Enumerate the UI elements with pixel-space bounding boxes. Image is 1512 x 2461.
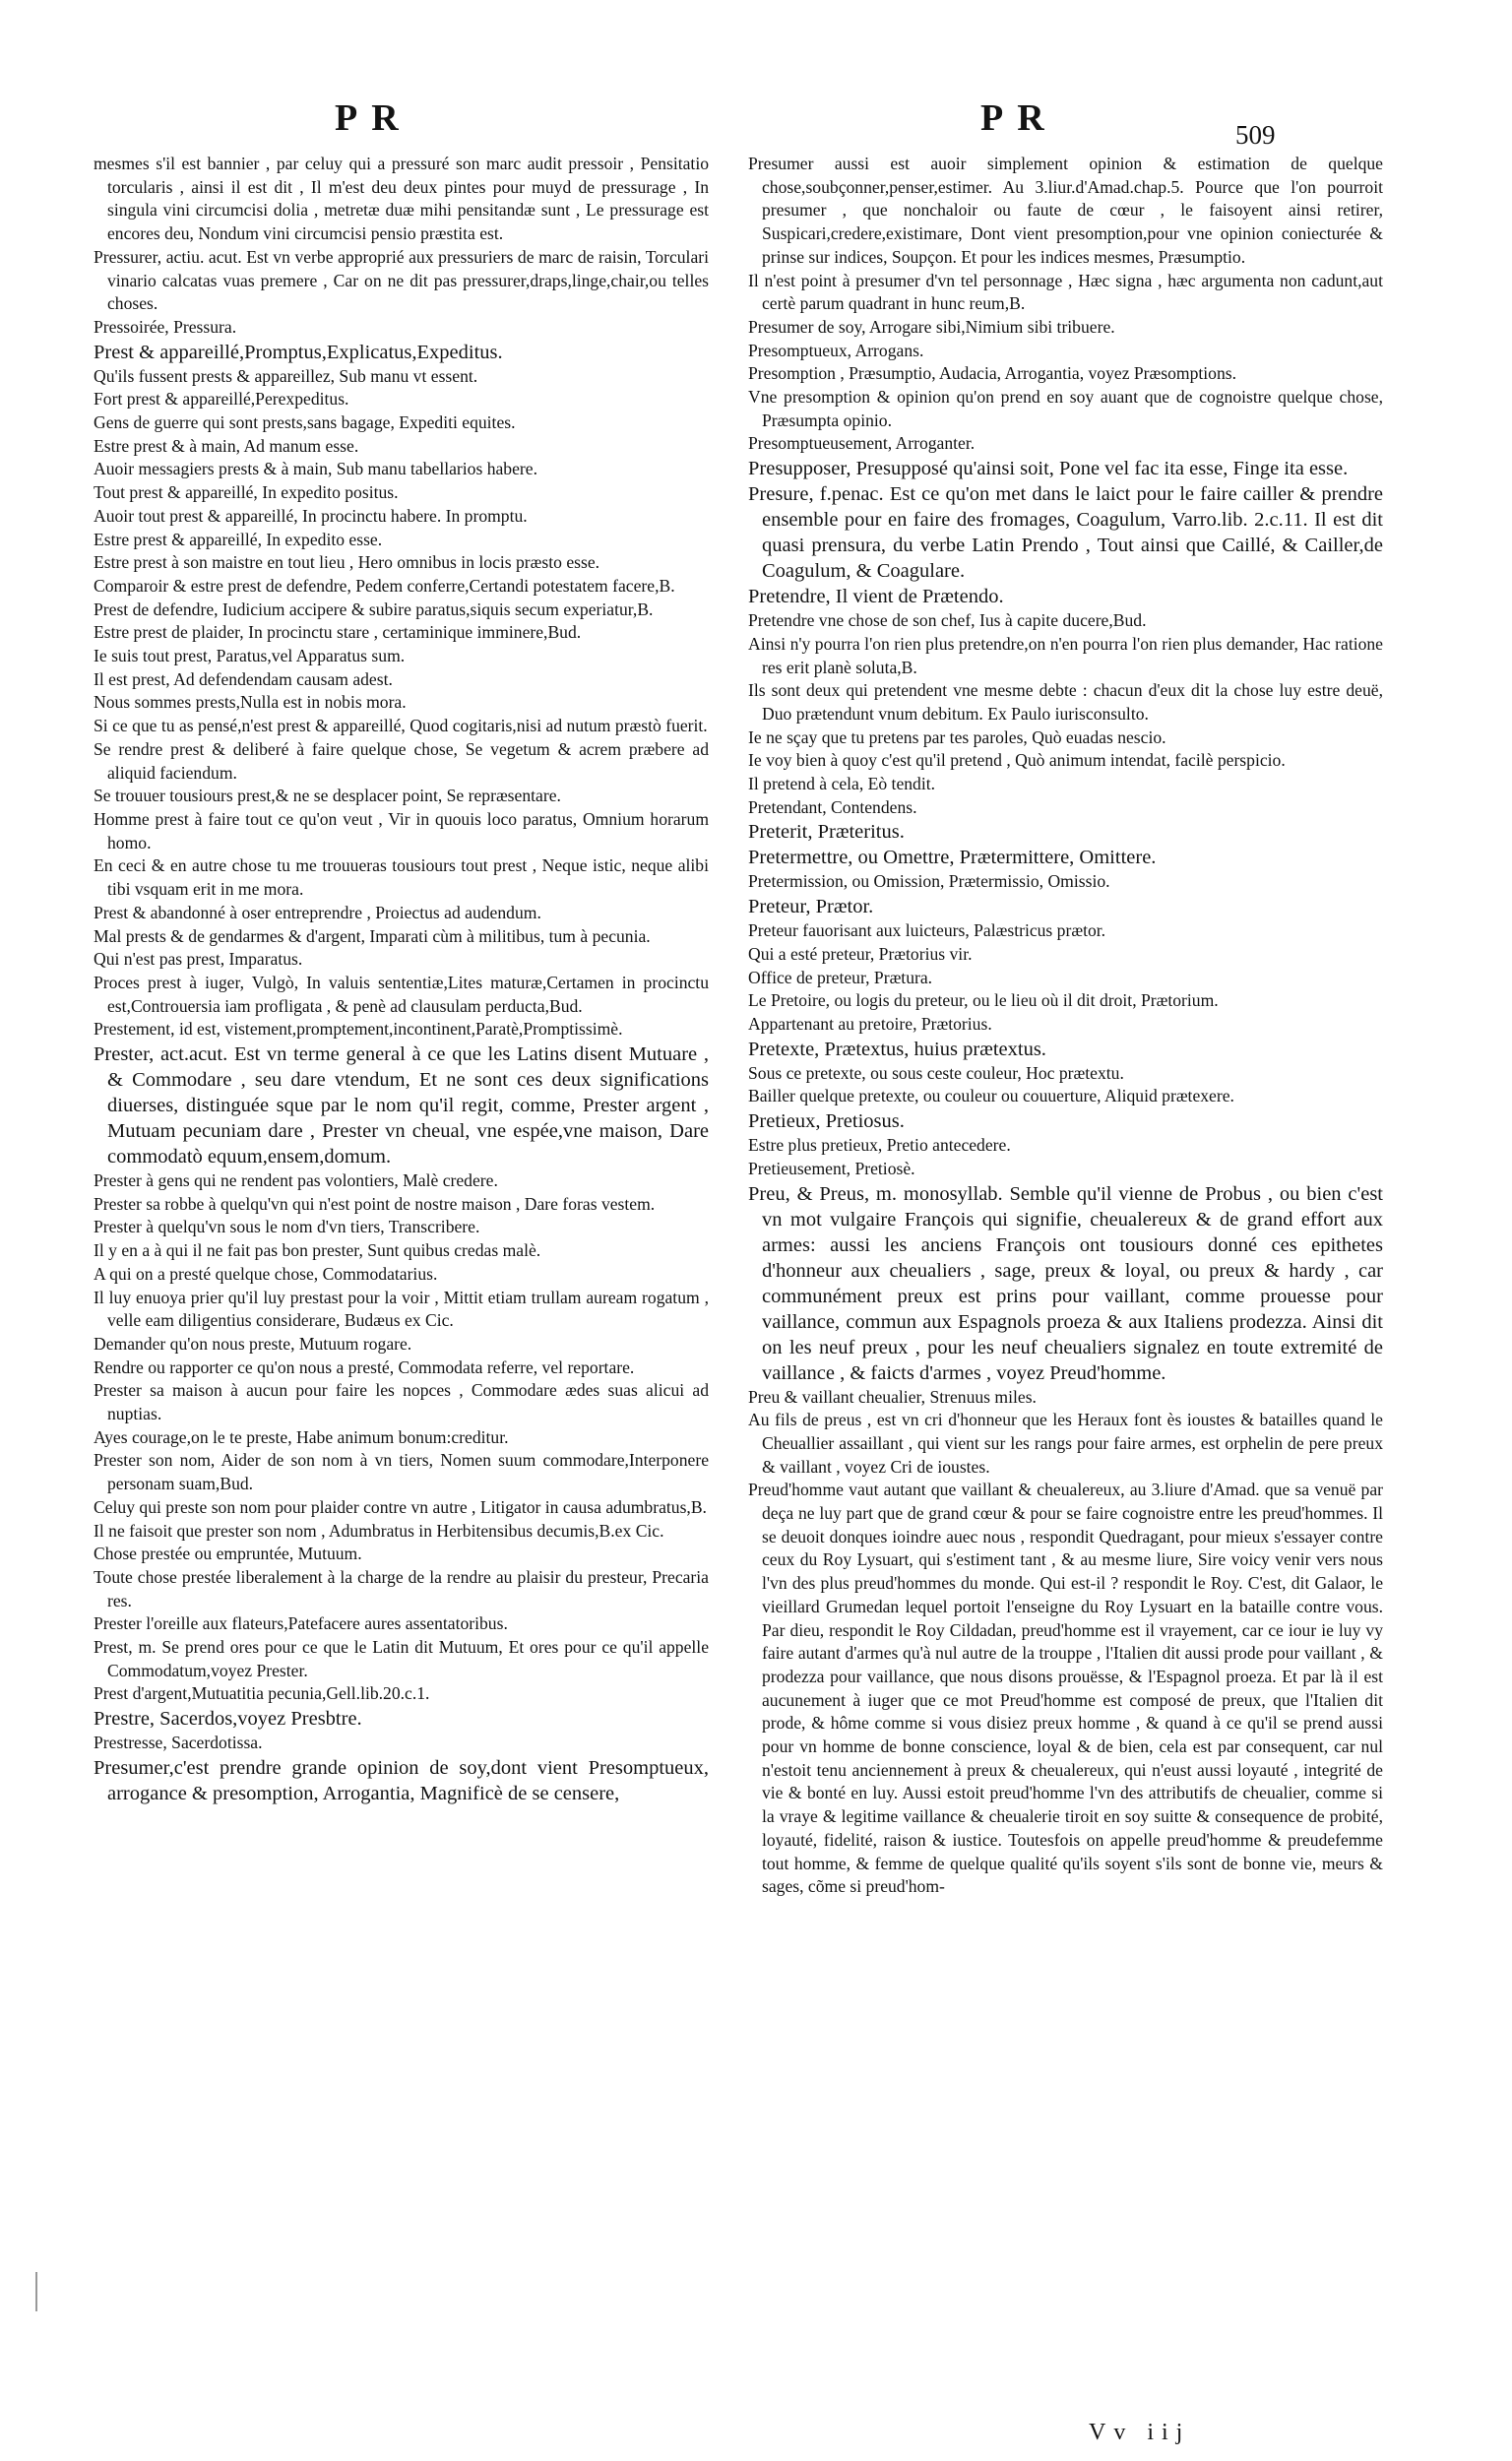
dictionary-entry: Il pretend à cela, Eò tendit. [748, 774, 936, 794]
dictionary-entry: Estre prest & à main, Ad manum esse. [94, 435, 359, 456]
dictionary-entry: Presure, f.penac. Est ce qu'on met dans le laict pour le faire cailler & prendre ensemble pour en faire des fromages, Coagulum, Varro.lib. 2.c.11. Il est dit quasi prensura, du verbe Latin Prendo , Tout ainsi que Caillé, & Cailler,de Coagulum, & Coagulare. [748, 483, 1383, 583]
dictionary-entry: Ayes courage,on le te preste, Habe animum bonum:creditur. [94, 1426, 509, 1447]
running-head-right: PR [980, 97, 1058, 139]
dictionary-entry: Se rendre prest & deliberé à faire quelque chose, Se vegetum & acrem præbere ad aliquid faciendum. [94, 738, 709, 783]
dictionary-entry: Pretieusement, Pretiosè. [748, 1158, 915, 1178]
dictionary-entry: Preu, & Preus, m. monosyllab. Semble qu'il vienne de Probus , ou bien c'est vn mot vulgaire François qui signifie, cheualereux & de grand effort aux armes: aussi les anciens François ont tousiours donné ces epithetes d'honneur aux cheualiers , sage, preux & loyal, ou preux & hardy , car communément preux est prins pour vaillant, comme prouesse pour vaillance, commun aux Espagnols proeza & aux Italiens prodezza. Ainsi dit on les neuf preux , pour les neuf cheualiers signalez en toute extremité de vaillance , & faicts d'armes , voyez Preud'homme. [748, 1182, 1383, 1384]
dictionary-entry: Estre prest à son maistre en tout lieu , Hero omnibus in locis præsto esse. [94, 552, 600, 573]
dictionary-entry: Vne presomption & opinion qu'on prend en soy auant que de cognoistre quelque chose, Præsumpta opinio. [748, 387, 1383, 430]
dictionary-entry: Pressoirée, Pressura. [94, 316, 237, 337]
margin-mark [35, 2272, 37, 2311]
dictionary-entry: Preteur, Prætor. [748, 896, 874, 918]
dictionary-entry: Prester à quelqu'vn sous le nom d'vn tiers, Transcribere. [94, 1217, 480, 1237]
dictionary-entry: Proces prest à iuger, Vulgò, In valuis sententiæ,Lites maturæ,Certamen in procinctu est,Controuersia iam profligata , & penè ad clausulam perducta,Bud. [94, 972, 709, 1016]
dictionary-entry: Pretexte, Prætextus, huius prætextus. [748, 1038, 1046, 1060]
dictionary-entry: Prester sa robbe à quelqu'vn qui n'est point de nostre maison , Dare foras vestem. [94, 1193, 656, 1214]
dictionary-entry: Tout prest & appareillé, In expedito positus. [94, 482, 399, 503]
dictionary-entry: Office de preteur, Prætura. [748, 967, 933, 987]
dictionary-entry: Il luy enuoya prier qu'il luy prestast pour la voir , Mittit etiam trullam auream rogatum , velle eam diligentius considerare, Budæus ex Cic. [94, 1287, 709, 1331]
dictionary-entry: Comparoir & estre prest de defendre, Pedem conferre,Certandi potestatem facere,B. [94, 575, 675, 596]
dictionary-entry: Presomptueusement, Arroganter. [748, 433, 976, 454]
dictionary-entry: Presomptueux, Arrogans. [748, 340, 924, 360]
dictionary-entry: Presumer aussi est auoir simplement opinion & estimation de quelque chose,soubçonner,penser,estimer. Au 3.liur.d'Amad.chap.5. Pource que l'on pourroit presumer , que nonchaloir ou faute de cœur , le faisoyent ainsi retirer, Suspicari,credere,existimare, Dont vient presomption,pour vne opinion coniecturée & prinse sur indices, Soupçon. Et pour les indices mesmes, Præsumptio. [748, 154, 1383, 267]
dictionary-entry: Prest de defendre, Iudicium accipere & subire paratus,siquis secum experiatur,B. [94, 599, 654, 619]
dictionary-entry: Prester l'oreille aux flateurs,Patefacere aures assentatoribus. [94, 1613, 508, 1634]
dictionary-entry: mesmes s'il est bannier , par celuy qui a pressuré son marc audit pressoir , Pensitatio torcularis , ainsi il est dit , Il m'est deu deux pintes pour muyd de pressurage , In singula vini circumcisi dolia , metretæ duæ mihi pensitandæ sunt , Le pressurage est encores deu, Nondum vini circumcisi pensio præstita est. [94, 154, 709, 244]
signature-mark: Vv iij [1089, 2420, 1191, 2445]
dictionary-entry: Celuy qui preste son nom pour plaider contre vn autre , Litigator in causa adumbratus,B. [94, 1496, 707, 1517]
dictionary-entry: Ils sont deux qui pretendent vne mesme debte : chacun d'eux dit la chose luy estre deuë, Duo prætendunt vnum debitum. Ex Paulo iurisconsulto. [748, 680, 1383, 724]
dictionary-entry: Il est prest, Ad defendendam causam adest. [94, 668, 393, 689]
dictionary-entry: Rendre ou rapporter ce qu'on nous a presté, Commodata referre, vel reportare. [94, 1357, 635, 1377]
dictionary-entry: Qui n'est pas prest, Imparatus. [94, 949, 303, 970]
dictionary-entry: Estre plus pretieux, Pretio antecedere. [748, 1135, 1011, 1156]
dictionary-entry: Prester à gens qui ne rendent pas volontiers, Malè credere. [94, 1170, 498, 1191]
dictionary-entry: Presupposer, Presupposé qu'ainsi soit, Pone vel fac ita esse, Finge ita esse. [748, 458, 1349, 480]
dictionary-entry: Ie ne sçay que tu pretens par tes paroles, Quò euadas nescio. [748, 726, 1166, 747]
dictionary-entry: Qu'ils fussent prests & appareillez, Sub manu vt essent. [94, 365, 478, 386]
dictionary-entry: Pretieux, Pretiosus. [748, 1110, 905, 1133]
dictionary-entry: Prester son nom, Aider de son nom à vn tiers, Nomen suum commodare,Interponere personam suam,Bud. [94, 1450, 709, 1494]
dictionary-entry: En ceci & en autre chose tu me trouueras tousiours tout prest , Neque istic, neque alibi tibi vsquam erit in me mora. [94, 855, 709, 900]
dictionary-entry: Prestre, Sacerdos,voyez Presbtre. [94, 1708, 362, 1731]
dictionary-entry: Pretendre, Il vient de Prætendo. [748, 586, 1004, 608]
dictionary-entry: Qui a esté preteur, Prætorius vir. [748, 943, 973, 964]
dictionary-entry: Presomption , Præsumptio, Audacia, Arrogantia, voyez Præsomptions. [748, 363, 1237, 384]
dictionary-entry: Prest, m. Se prend ores pour ce que le Latin dit Mutuum, Et ores pour ce qu'il appelle Commodatum,voyez Prester. [94, 1637, 709, 1680]
right-column [748, 153, 1383, 1899]
dictionary-entry: Homme prest à faire tout ce qu'on veut , Vir in quouis loco paratus, Omnium horarum homo. [94, 808, 709, 852]
dictionary-entry: Le Pretoire, ou logis du preteur, ou le lieu où il dit droit, Prætorium. [748, 990, 1219, 1011]
dictionary-entry: Il ne faisoit que prester son nom , Adumbratus in Herbitensibus decumis,B.ex Cic. [94, 1520, 664, 1541]
dictionary-entry: Auoir tout prest & appareillé, In procinctu habere. In promptu. [94, 505, 528, 526]
page-number: 509 [1235, 120, 1276, 150]
dictionary-entry: Au fils de preus , est vn cri d'honneur que les Heraux font ès ioustes & batailles quand le Cheuallier assaillant , qui vient sur les rangs pour faire armes, est orphelin de pere preux & vaillant , voyez Cri de ioustes. [748, 1410, 1383, 1477]
dictionary-entry: Prest d'argent,Mutuatitia pecunia,Gell.lib.20.c.1. [94, 1683, 430, 1704]
dictionary-entry: Presumer,c'est prendre grande opinion de soy,dont vient Presomptueux, arrogance & presomption, Arrogantia, Magnificè de se censere, [94, 1756, 709, 1804]
dictionary-entry: Auoir messagiers prests & à main, Sub manu tabellarios habere. [94, 459, 537, 479]
dictionary-entry: Ainsi n'y pourra l'on rien plus pretendre,on n'en pourra l'on rien plus demander, Hac ratione res erit planè soluta,B. [748, 633, 1383, 677]
dictionary-entry: Pretendre vne chose de son chef, Ius à capite ducere,Bud. [748, 610, 1147, 631]
dictionary-entry: Mal prests & de gendarmes & d'argent, Imparati cùm à militibus, tum à pecunia. [94, 925, 651, 946]
dictionary-entry: Prest & appareillé,Promptus,Explicatus,Expeditus. [94, 341, 503, 363]
dictionary-entry: Estre prest & appareillé, In expedito esse. [94, 529, 383, 549]
dictionary-entry: Toute chose prestée liberalement à la charge de la rendre au plaisir du presteur, Precaria res. [94, 1566, 709, 1610]
dictionary-entry: Estre prest de plaider, In procinctu stare , certaminique imminere,Bud. [94, 622, 582, 643]
dictionary-entry: Prest & abandonné à oser entreprendre , Proiectus ad audendum. [94, 902, 541, 922]
dictionary-entry: Prester, act.acut. Est vn terme general à ce que les Latins disent Mutuare , & Commodare , seu dare vtendum, Et ne sont ces deux significations diuerses, distinguée sque par le nom qu'il regit, comme, Prester argent , Mutuam pecuniam dare , Prester vn cheual, vne espée,vne maison, Dare commodatò equum,ensem,domum. [94, 1043, 709, 1168]
dictionary-entry: Prestresse, Sacerdotissa. [94, 1733, 263, 1753]
dictionary-entry: A qui on a presté quelque chose, Commodatarius. [94, 1263, 438, 1284]
dictionary-entry: Ie suis tout prest, Paratus,vel Apparatus sum. [94, 646, 406, 666]
dictionary-entry: Nous sommes prests,Nulla est in nobis mora. [94, 692, 407, 713]
dictionary-entry: Fort prest & appareillé,Perexpeditus. [94, 389, 349, 410]
dictionary-entry: Presumer de soy, Arrogare sibi,Nimium sibi tribuere. [748, 316, 1115, 337]
dictionary-entry: Bailler quelque pretexte, ou couleur ou couuerture, Aliquid prætexere. [748, 1086, 1234, 1106]
dictionary-entry: Preteur fauorisant aux luicteurs, Palæstricus prætor. [748, 920, 1106, 941]
dictionary-entry: Preud'homme vaut autant que vaillant & cheualereux, au 3.liure d'Amad. que sa venuë par deça ne luy part que de grand cœur & pour se faire cognoistre entre les preud'hommes. Il se deuoit donques ioindre auec nous , respondit Quedragant, pour mieux s'essayer contre ceux du Roy Lysuart, qui s'estiment tant , & au mesme liure, Sire voicy venir vers nous l'vn des plus preud'hommes du monde. Qui est-il ? respondit le Roy. C'est, dit Galaor, le vieillard Grumedan lequel portoit l'enseigne du Roy Lysuart en la bataille contre vous. Par dieu, respondit le Roy Cildadan, preud'homme est il vrayement, car ce iour ie luy vy faire autant d'armes qu'à nul autre de la trouppe , l'Italien dit aussi prode pour vaillant , & prodezza pour vaillance, que nous disons prouësse, & l'Espagnol proeza. Et par là il est aucunement à iuger que ce mot Preud'homme est composé de preux, que l'Italien dit prode, & hôme comme si vous disiez preux homme , & quand à ce qu'il se prend aussi pour vn homme de bonne conscience, loyal & de bien, cela est par consequent, car nul n'estoit tenu anciennement à preux & cheualereux, qui n'eust aussi loyauté , integrité de vie & bonté en luy. Aussi estoit preud'homme l'vn des attributifs de cheualier, comme si la vraye & legitime vaillance & cheualerie tiroit en soy suitte & consequence de probité, loyauté, fidelité, raison & iustice. Toutesfois on appelle preud'homme & preudefemme tout homme, & femme de quelque qualité qu'ils soyent s'ils sont de bonne vie, meurs & sages, cõme si preud'hom- [748, 1480, 1383, 1897]
dictionary-entry: Demander qu'on nous preste, Mutuum rogare. [94, 1333, 412, 1354]
dictionary-entry: Prester sa maison à aucun pour faire les nopces , Commodare ædes suas alicui ad nuptias. [94, 1380, 709, 1424]
dictionary-entry: Preu & vaillant cheualier, Strenuus miles. [748, 1386, 1037, 1407]
dictionary-entry: Il n'est point à presumer d'vn tel personnage , Hæc signa , hæc argumenta non cadunt,aut certè parum quadrant in hunc reum,B. [748, 270, 1383, 314]
dictionary-entry: Se trouuer tousiours prest,& ne se desplacer point, Se repræsentare. [94, 786, 561, 806]
running-head-left: PR [335, 97, 412, 139]
dictionary-entry: Pressurer, actiu. acut. Est vn verbe approprié aux pressuriers de marc de raisin, Torculari vinario calcatas vuas premere , Car on ne dit pas pressurer,draps,linge,chair,ou telles choses. [94, 246, 709, 314]
dictionary-entry: Chose prestée ou empruntée, Mutuum. [94, 1544, 362, 1564]
dictionary-entry: Pretendant, Contendens. [748, 796, 917, 817]
dictionary-entry: Preterit, Præteritus. [748, 821, 905, 844]
dictionary-entry: Appartenant au pretoire, Prætorius. [748, 1013, 992, 1034]
dictionary-entry: Pretermettre, ou Omettre, Prætermittere, Omittere. [748, 847, 1157, 869]
dictionary-entry: Pretermission, ou Omission, Prætermissio, Omissio. [748, 871, 1110, 892]
dictionary-entry: Ie voy bien à quoy c'est qu'il pretend , Quò animum intendat, facilè perspicio. [748, 750, 1286, 771]
dictionary-entry: Prestement, id est, vistement,promptement,incontinent,Paratè,Promptissimè. [94, 1019, 623, 1040]
dictionary-entry: Gens de guerre qui sont prests,sans bagage, Expediti equites. [94, 412, 516, 433]
left-column [94, 153, 709, 1806]
dictionary-entry: Il y en a à qui il ne fait pas bon prester, Sunt quibus credas malè. [94, 1240, 541, 1261]
dictionary-entry: Sous ce pretexte, ou sous ceste couleur, Hoc prætextu. [748, 1062, 1124, 1083]
dictionary-entry: Si ce que tu as pensé,n'est prest & appareillé, Quod cogitaris,nisi ad nutum præstò fuerit. [94, 716, 708, 736]
